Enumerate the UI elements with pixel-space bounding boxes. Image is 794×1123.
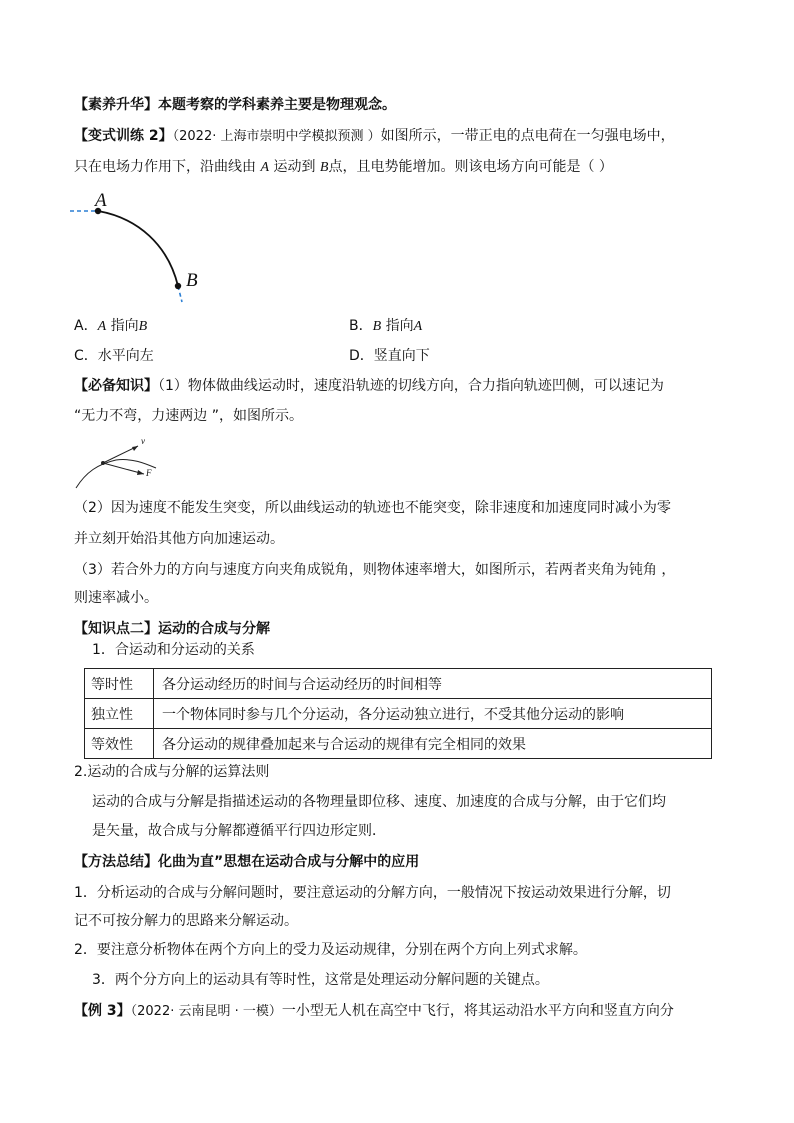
li3-text: 一小型无人机在高空中飞行，将其运动沿水平方向和竖直方向分 [281, 1003, 674, 1019]
table-value: 各分运动的规律叠加起来与合运动的规律有完全相同的效果 [154, 729, 712, 759]
fangfa-item1-line-1: 1．分析运动的合成与分解问题时，要注意运动的分解方向，一般情况下按运动效果进行分解，切 [74, 885, 671, 901]
trajectory-figure [68, 190, 218, 310]
zhishi2-tag: 【知识点二】 [74, 621, 158, 637]
fangfa-item2: 2．要注意分析物体在两个方向上的受力及运动规律，分别在两个方向上列式求解。 [74, 942, 587, 958]
fangfa-item3: 3．两个分方向上的运动具有等时性，这常是处理运动分解问题的关键点。 [92, 972, 549, 988]
option-b[interactable] [349, 316, 422, 337]
zhishi2-heading [74, 619, 270, 639]
option-b-mid: 指向 [385, 318, 414, 334]
bianshi-line-1 [74, 126, 675, 147]
figure-label-b: B [186, 270, 198, 291]
zhishi2-sub2: 2.运动的合成与分解的运算法则 [74, 764, 270, 780]
bianshi-text-2a: 只在电场力作用下，沿曲线由 [74, 159, 256, 175]
bianshi-text-2b: 运动到 [273, 159, 316, 175]
relation-table [84, 668, 712, 759]
li3-source: （2022· 云南昆明 · 一模） [130, 1004, 282, 1019]
option-d[interactable]: D．竖直向下 [349, 348, 430, 364]
zhishi2-title: 运动的合成与分解 [158, 621, 270, 637]
bibei-line-1 [74, 376, 664, 396]
table-row [85, 669, 712, 699]
figure-label-a: A [95, 190, 107, 211]
fangfa-tag: 【方法总结】 [74, 854, 158, 870]
table-key: 独立性 [85, 699, 154, 729]
bibei-p3-2: 则速率减小。 [74, 590, 158, 606]
bibei-p1-2: “无力不弯，力速两边 ”，如图所示。 [74, 408, 303, 424]
option-c[interactable]: C．水平向左 [74, 348, 154, 364]
fangfa-item1-line-2: 记不可按分解力的思路来分解运动。 [74, 913, 298, 929]
option-b-var2: A [413, 319, 423, 334]
bianshi-line-2 [74, 157, 613, 178]
table-row [85, 699, 712, 729]
bianshi-text-2c: 点，且电势能增加。则该电场方向可能是（ ） [328, 159, 613, 175]
option-a-letter: A． [74, 318, 98, 334]
option-a-var1: A [97, 319, 107, 334]
option-a-var2: B [138, 319, 148, 334]
fig-v-label: v [141, 436, 145, 446]
table-key: 等效性 [85, 729, 154, 759]
option-a-mid: 指向 [110, 318, 139, 334]
fangfa-heading [74, 852, 419, 872]
suyang-tag: 【素养升华】 [74, 97, 158, 113]
bibei-tag: 【必备知识】 [74, 378, 158, 394]
li3-line [74, 1001, 674, 1022]
table-key: 等时性 [85, 669, 154, 699]
fig-f-label: F [146, 468, 152, 478]
bianshi-point-b: B [319, 160, 329, 175]
bianshi-tag: 【变式训练 2】 [74, 128, 173, 144]
suyang-text: 本题考察的学科素养主要是物理观念。 [158, 97, 396, 113]
velocity-arrowhead [132, 446, 138, 451]
option-b-var1: B [372, 319, 382, 334]
particle-dot [101, 461, 105, 465]
force-arrowhead [137, 470, 144, 475]
zhishi2-sub2-line-2: 是矢量，故合成与分解都遵循平行四边形定则． [92, 823, 386, 839]
bianshi-point-a: A [260, 160, 270, 175]
table-value: 一个物体同时参与几个分运动，各分运动独立进行，不受其他分运动的影响 [154, 699, 712, 729]
bianshi-text-1: 如图所示，一带正电的点电荷在一匀强电场中， [380, 128, 675, 144]
bibei-p3-1: （3）若合外力的方向与速度方向夹角成锐角，则物体速率增大，如图所示，若两者夹角为钝角 ， [74, 562, 676, 578]
suyang-line [74, 95, 396, 115]
option-b-letter: B． [349, 318, 373, 334]
force-velocity-figure [72, 436, 172, 492]
fangfa-title: 化曲为直”思想在运动合成与分解中的应用 [158, 854, 420, 870]
zhishi2-sub1: 1．合运动和分运动的关系 [92, 642, 255, 658]
bibei-p2-1: （2）因为速度不能发生突变，所以曲线运动的轨迹也不能突变，除非速度和加速度同时减小为零 [74, 500, 671, 516]
option-a[interactable] [74, 316, 147, 337]
zhishi2-sub2-line-1: 运动的合成与分解是指描述运动的各物理量即位移、速度、加速度的合成与分解，由于它们均 [92, 794, 666, 810]
table-value: 各分运动经历的时间与合运动经历的时间相等 [154, 669, 712, 699]
trajectory-curve [98, 211, 178, 286]
point-b-dot [175, 283, 181, 289]
table-row [85, 729, 712, 759]
li3-tag: 【例 3】 [74, 1003, 131, 1019]
bibei-p2-2: 并立刻开始沿其他方向加速运动。 [74, 531, 284, 547]
bianshi-source: （2022· 上海市崇明中学模拟预测 ） [172, 129, 381, 144]
bibei-p1-1: （1）物体做曲线运动时，速度沿轨迹的切线方向，合力指向轨迹凹侧，可以速记为 [158, 378, 664, 394]
